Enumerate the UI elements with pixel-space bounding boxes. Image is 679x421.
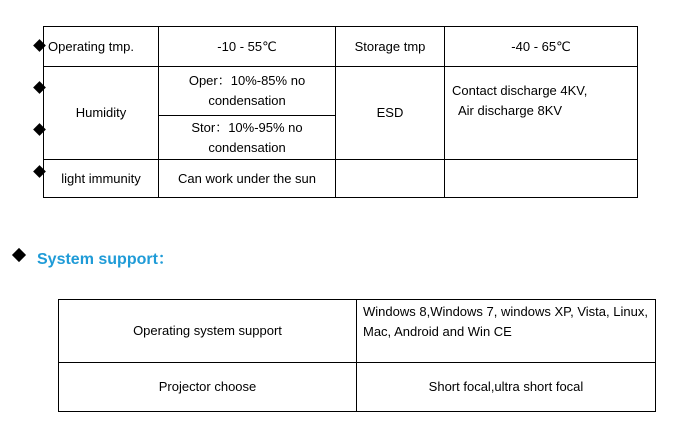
esd-value-line2: Air discharge 8KV bbox=[458, 103, 563, 118]
storage-tmp-label: Storage tmp bbox=[336, 27, 445, 67]
esd-value-line1: Contact discharge 4KV, bbox=[452, 83, 588, 98]
esd-value bbox=[445, 67, 638, 160]
os-support-value bbox=[357, 300, 656, 363]
light-immunity-extra-cell bbox=[445, 160, 638, 198]
light-immunity-extra-cell bbox=[336, 160, 445, 198]
light-immunity-value: Can work under the sun bbox=[159, 160, 336, 198]
esd-label: ESD bbox=[336, 67, 445, 160]
projector-choose-label: Projector choose bbox=[59, 363, 357, 412]
operating-tmp-value: -10 - 55℃ bbox=[159, 27, 336, 67]
humidity-stor-value: Stor：10%-95% no condensation bbox=[159, 116, 336, 160]
operating-tmp-label: Operating tmp. bbox=[44, 27, 159, 67]
section-title: System support： bbox=[37, 251, 174, 268]
section-bullet-diamond-icon bbox=[12, 248, 26, 262]
spec-table bbox=[43, 26, 638, 198]
os-support-label: Operating system support bbox=[59, 300, 357, 363]
humidity-label: Humidity bbox=[44, 67, 159, 160]
support-table bbox=[58, 299, 656, 412]
os-support-value-line1: Windows 8,Windows 7, windows XP, Vista, Linux, bbox=[363, 304, 648, 319]
os-support-value-line2: Mac, Android and Win CE bbox=[363, 324, 512, 339]
humidity-oper-value: Oper：10%-85% no condensation bbox=[159, 67, 336, 116]
light-immunity-label: light immunity bbox=[44, 160, 159, 198]
storage-tmp-value: -40 - 65℃ bbox=[445, 27, 638, 67]
projector-choose-value: Short focal,ultra short focal bbox=[357, 363, 656, 412]
